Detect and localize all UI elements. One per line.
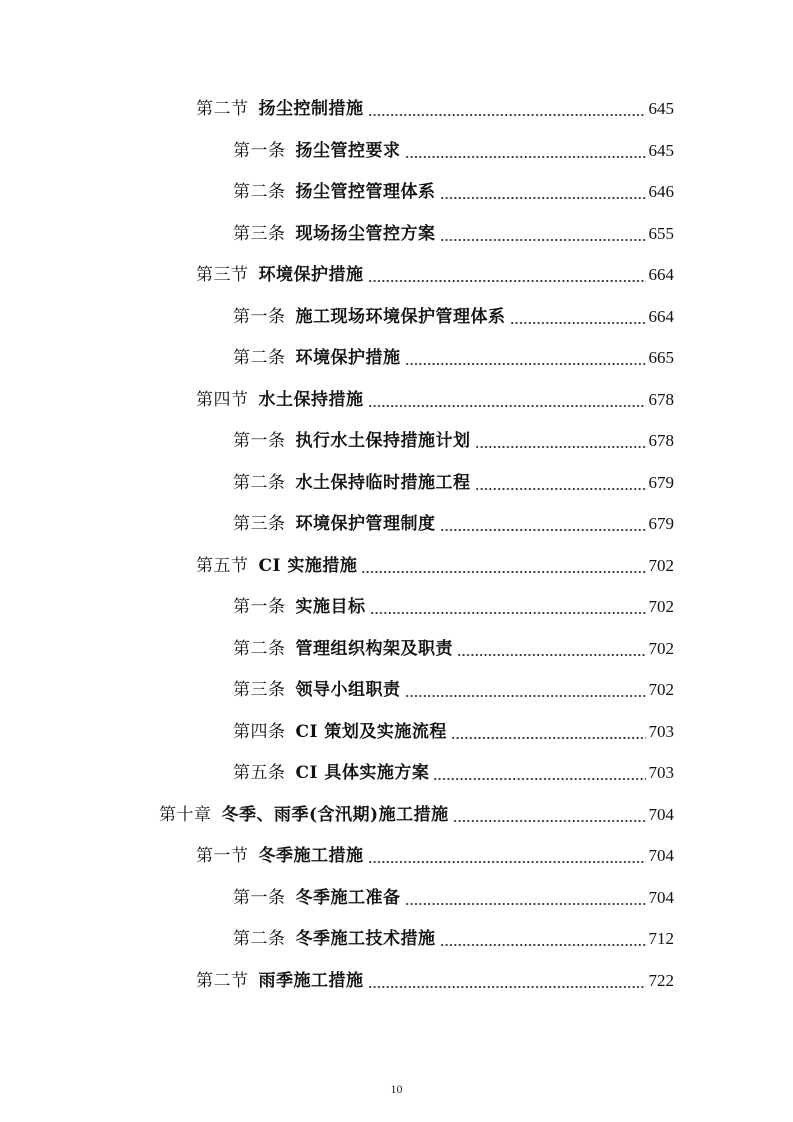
toc-entry-page: 645 [648, 141, 674, 160]
toc-entry-page: 655 [648, 224, 674, 243]
dot-leader [433, 777, 645, 781]
toc-entry-page: 702 [648, 639, 674, 658]
toc-entry-page: 703 [648, 763, 674, 782]
toc-entry[interactable] [233, 637, 674, 661]
page-number: 10 [390, 1082, 403, 1096]
toc-entry-label: 第四节 [196, 390, 249, 410]
toc-entry-title: 环境保护措施 [258, 265, 364, 285]
toc-entry-label: 第一条 [233, 141, 286, 161]
toc-entry-title: 环境保护管理制度 [295, 514, 436, 534]
toc-entry-page: 703 [648, 722, 674, 741]
toc-entry-label: 第一条 [233, 431, 286, 451]
toc-entry[interactable] [196, 969, 674, 993]
toc-entry-title: 执行水土保持措施计划 [295, 431, 471, 451]
dot-leader [368, 404, 646, 408]
toc-entry-page: 664 [648, 265, 674, 284]
toc-entry-page: 679 [648, 473, 674, 492]
toc-entry-title: CI 实施措施 [258, 556, 358, 576]
dot-leader [405, 155, 646, 159]
toc-entry-page: 712 [648, 929, 674, 948]
toc-entry[interactable] [233, 429, 674, 453]
toc-entry[interactable] [233, 927, 674, 951]
toc-entry-title: CI 具体实施方案 [295, 763, 430, 783]
toc-entry-page: 646 [648, 182, 674, 201]
dot-leader [451, 736, 646, 740]
toc-entry-title: 扬尘控制措施 [258, 99, 364, 119]
toc-entry-label: 第四条 [233, 722, 286, 742]
toc-entry[interactable] [233, 720, 674, 744]
toc-entry[interactable] [159, 803, 674, 827]
toc-entry-title: 冬季施工技术措施 [295, 929, 436, 949]
dot-leader [457, 653, 646, 657]
toc-entry-label: 第二节 [196, 99, 249, 119]
toc-entry-title: 冬季、雨季(含汛期)施工措施 [221, 805, 449, 825]
dot-leader [440, 196, 646, 200]
toc-entry-page: 664 [648, 307, 674, 326]
toc-entry[interactable] [196, 554, 674, 578]
toc-entry-label: 第三条 [233, 514, 286, 534]
toc-entry[interactable] [233, 886, 674, 910]
toc-entry-title: 冬季施工准备 [295, 888, 401, 908]
toc-entry-label: 第二条 [233, 348, 286, 368]
dot-leader [475, 445, 646, 449]
toc-entry-label: 第三条 [233, 680, 286, 700]
toc-entry-label: 第一条 [233, 597, 286, 617]
dot-leader [368, 113, 646, 117]
toc-entry[interactable] [196, 388, 674, 412]
toc-entry-label: 第一条 [233, 307, 286, 327]
toc-entry-label: 第二条 [233, 473, 286, 493]
dot-leader [440, 943, 646, 947]
toc-entry-page: 704 [648, 846, 674, 865]
dot-leader [510, 321, 646, 325]
toc-entry-label: 第二条 [233, 182, 286, 202]
toc-entry-title: 冬季施工措施 [258, 846, 364, 866]
toc-entry-label: 第三条 [233, 224, 286, 244]
dot-leader [361, 570, 645, 574]
dot-leader [405, 694, 646, 698]
toc-entry-page: 665 [648, 348, 674, 367]
toc-entry-page: 678 [648, 390, 674, 409]
toc-entry-label: 第二条 [233, 639, 286, 659]
dot-leader [453, 819, 646, 823]
toc-entry[interactable] [233, 139, 674, 163]
toc-entry-page: 679 [648, 514, 674, 533]
toc-entry-title: CI 策划及实施流程 [295, 722, 447, 742]
toc-entry-title: 管理组织构架及职责 [295, 639, 453, 659]
dot-leader [440, 528, 646, 532]
toc-entry-page: 702 [648, 597, 674, 616]
toc-entry[interactable] [233, 471, 674, 495]
toc-entry[interactable] [233, 180, 674, 204]
toc-entry-label: 第二节 [196, 971, 249, 991]
toc-entry-page: 704 [648, 888, 674, 907]
toc-entry-page: 722 [648, 971, 674, 990]
toc-entry-page: 704 [648, 805, 674, 824]
toc-entry-label: 第五条 [233, 763, 286, 783]
toc-entry-title: 实施目标 [295, 597, 366, 617]
toc-entry-title: 扬尘管控管理体系 [295, 182, 436, 202]
toc-entry[interactable] [233, 346, 674, 370]
toc-entry-title: 扬尘管控要求 [295, 141, 401, 161]
toc-entry-page: 702 [648, 680, 674, 699]
dot-leader [368, 279, 646, 283]
toc-entry-page: 702 [648, 556, 674, 575]
dot-leader [368, 860, 646, 864]
toc-entry-label: 第十章 [159, 805, 212, 825]
toc-entry-page: 678 [648, 431, 674, 450]
toc-entry-label: 第一条 [233, 888, 286, 908]
toc-entry[interactable] [196, 97, 674, 121]
toc-entry[interactable] [233, 678, 674, 702]
dot-leader [475, 487, 646, 491]
toc-entry-title: 雨季施工措施 [258, 971, 364, 991]
toc-entry-label: 第五节 [196, 556, 249, 576]
toc-entry-title: 领导小组职责 [295, 680, 401, 700]
dot-leader [440, 238, 646, 242]
toc-entry[interactable] [233, 595, 674, 619]
toc-entry[interactable] [233, 305, 674, 329]
toc-entry-label: 第三节 [196, 265, 249, 285]
toc-entry-title: 水土保持临时措施工程 [295, 473, 471, 493]
toc-entry-title: 现场扬尘管控方案 [295, 224, 436, 244]
toc-entry-title: 水土保持措施 [258, 390, 364, 410]
toc-entry[interactable] [233, 222, 674, 246]
toc-entry[interactable] [233, 512, 674, 536]
toc-entry-page: 645 [648, 99, 674, 118]
dot-leader [370, 611, 646, 615]
toc-entry[interactable] [196, 844, 674, 868]
toc-entry[interactable] [233, 761, 674, 785]
toc-entry-title: 环境保护措施 [295, 348, 401, 368]
dot-leader [405, 362, 646, 366]
toc-entry-label: 第二条 [233, 929, 286, 949]
toc-entry[interactable] [196, 263, 674, 287]
toc-entry-label: 第一节 [196, 846, 249, 866]
dot-leader [405, 902, 646, 906]
toc-entry-title: 施工现场环境保护管理体系 [295, 307, 506, 327]
dot-leader [368, 985, 646, 989]
